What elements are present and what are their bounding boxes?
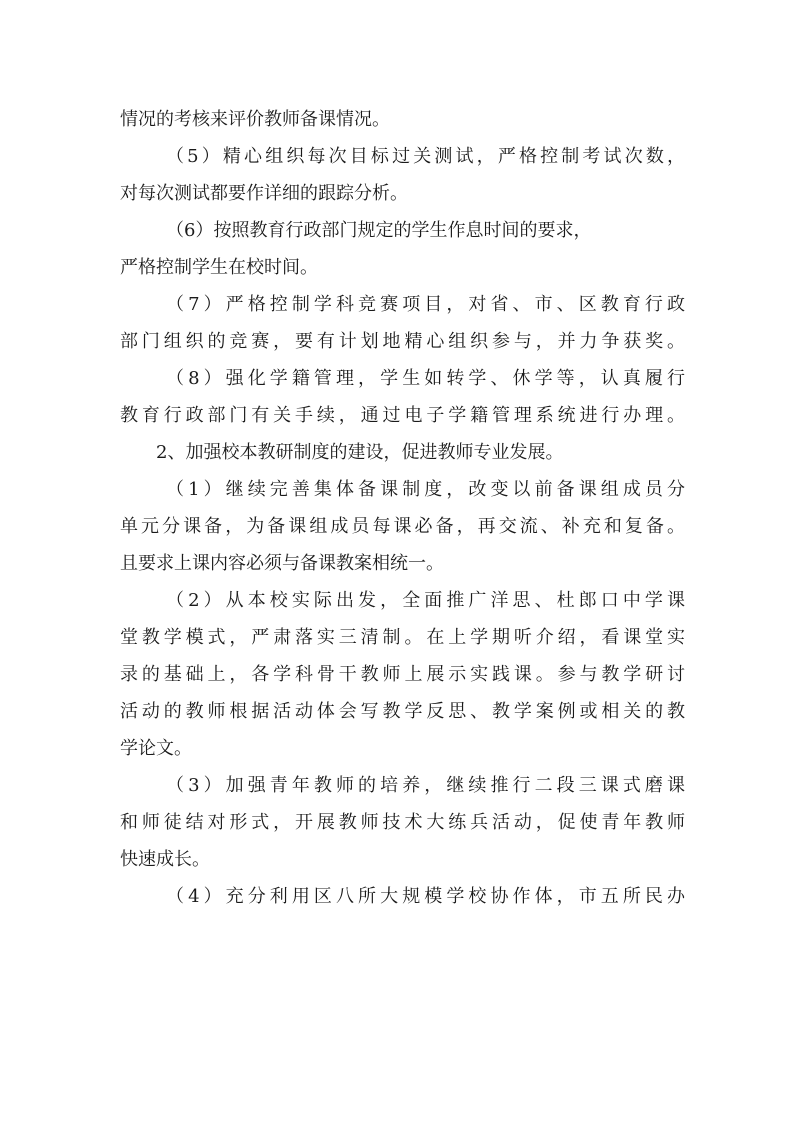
paragraph-line: （4）充分利用区八所大规模学校协作体，市五所民办 bbox=[166, 886, 685, 907]
paragraph-line: （6）按照教育行政部门规定的学生作息时间的要求， bbox=[166, 220, 592, 241]
section-heading: 2、加强校本教研制度的建设，促进教师专业发展。 bbox=[156, 442, 564, 463]
paragraph-line: 快速成长。 bbox=[120, 849, 210, 870]
paragraph-line: 学论文。 bbox=[120, 738, 192, 759]
paragraph-line: 部门组织的竞赛，要有计划地精心组织参与，并力争获奖。 bbox=[120, 331, 685, 352]
paragraph-line: 活动的教师根据活动体会写教学反思、教学案例或相关的教 bbox=[120, 701, 685, 722]
paragraph-line: 情况的考核来评价教师备课情况。 bbox=[120, 109, 390, 130]
paragraph-line: 单元分课备，为备课组成员每课必备，再交流、补充和复备。 bbox=[120, 516, 685, 537]
paragraph-line: （3）加强青年教师的培养，继续推行二段三课式磨课 bbox=[166, 775, 685, 796]
document-body bbox=[120, 101, 685, 915]
paragraph-line: （5）精心组织每次目标过关测试，严格控制考试次数， bbox=[166, 146, 685, 167]
paragraph-line: 严格控制学生在校时间。 bbox=[120, 257, 318, 278]
paragraph-line: 录的基础上，各学科骨干教师上展示实践课。参与教学研讨 bbox=[120, 664, 685, 685]
paragraph-line: （7）严格控制学科竞赛项目，对省、市、区教育行政 bbox=[166, 294, 685, 315]
paragraph-line: （8）强化学籍管理，学生如转学、休学等，认真履行 bbox=[166, 368, 685, 389]
paragraph-line: 堂教学模式，严肃落实三清制。在上学期听介绍，看课堂实 bbox=[120, 627, 685, 648]
paragraph-line: 和师徒结对形式，开展教师技术大练兵活动，促使青年教师 bbox=[120, 812, 685, 833]
paragraph-line: 且要求上课内容必须与备课教案相统一。 bbox=[120, 553, 444, 574]
paragraph-line: 教育行政部门有关手续，通过电子学籍管理系统进行办理。 bbox=[120, 405, 685, 426]
paragraph-line: （2）从本校实际出发，全面推广洋思、杜郎口中学课 bbox=[166, 590, 685, 611]
paragraph-line: 对每次测试都要作详细的跟踪分析。 bbox=[120, 183, 408, 204]
paragraph-line: （1）继续完善集体备课制度，改变以前备课组成员分 bbox=[166, 479, 685, 500]
